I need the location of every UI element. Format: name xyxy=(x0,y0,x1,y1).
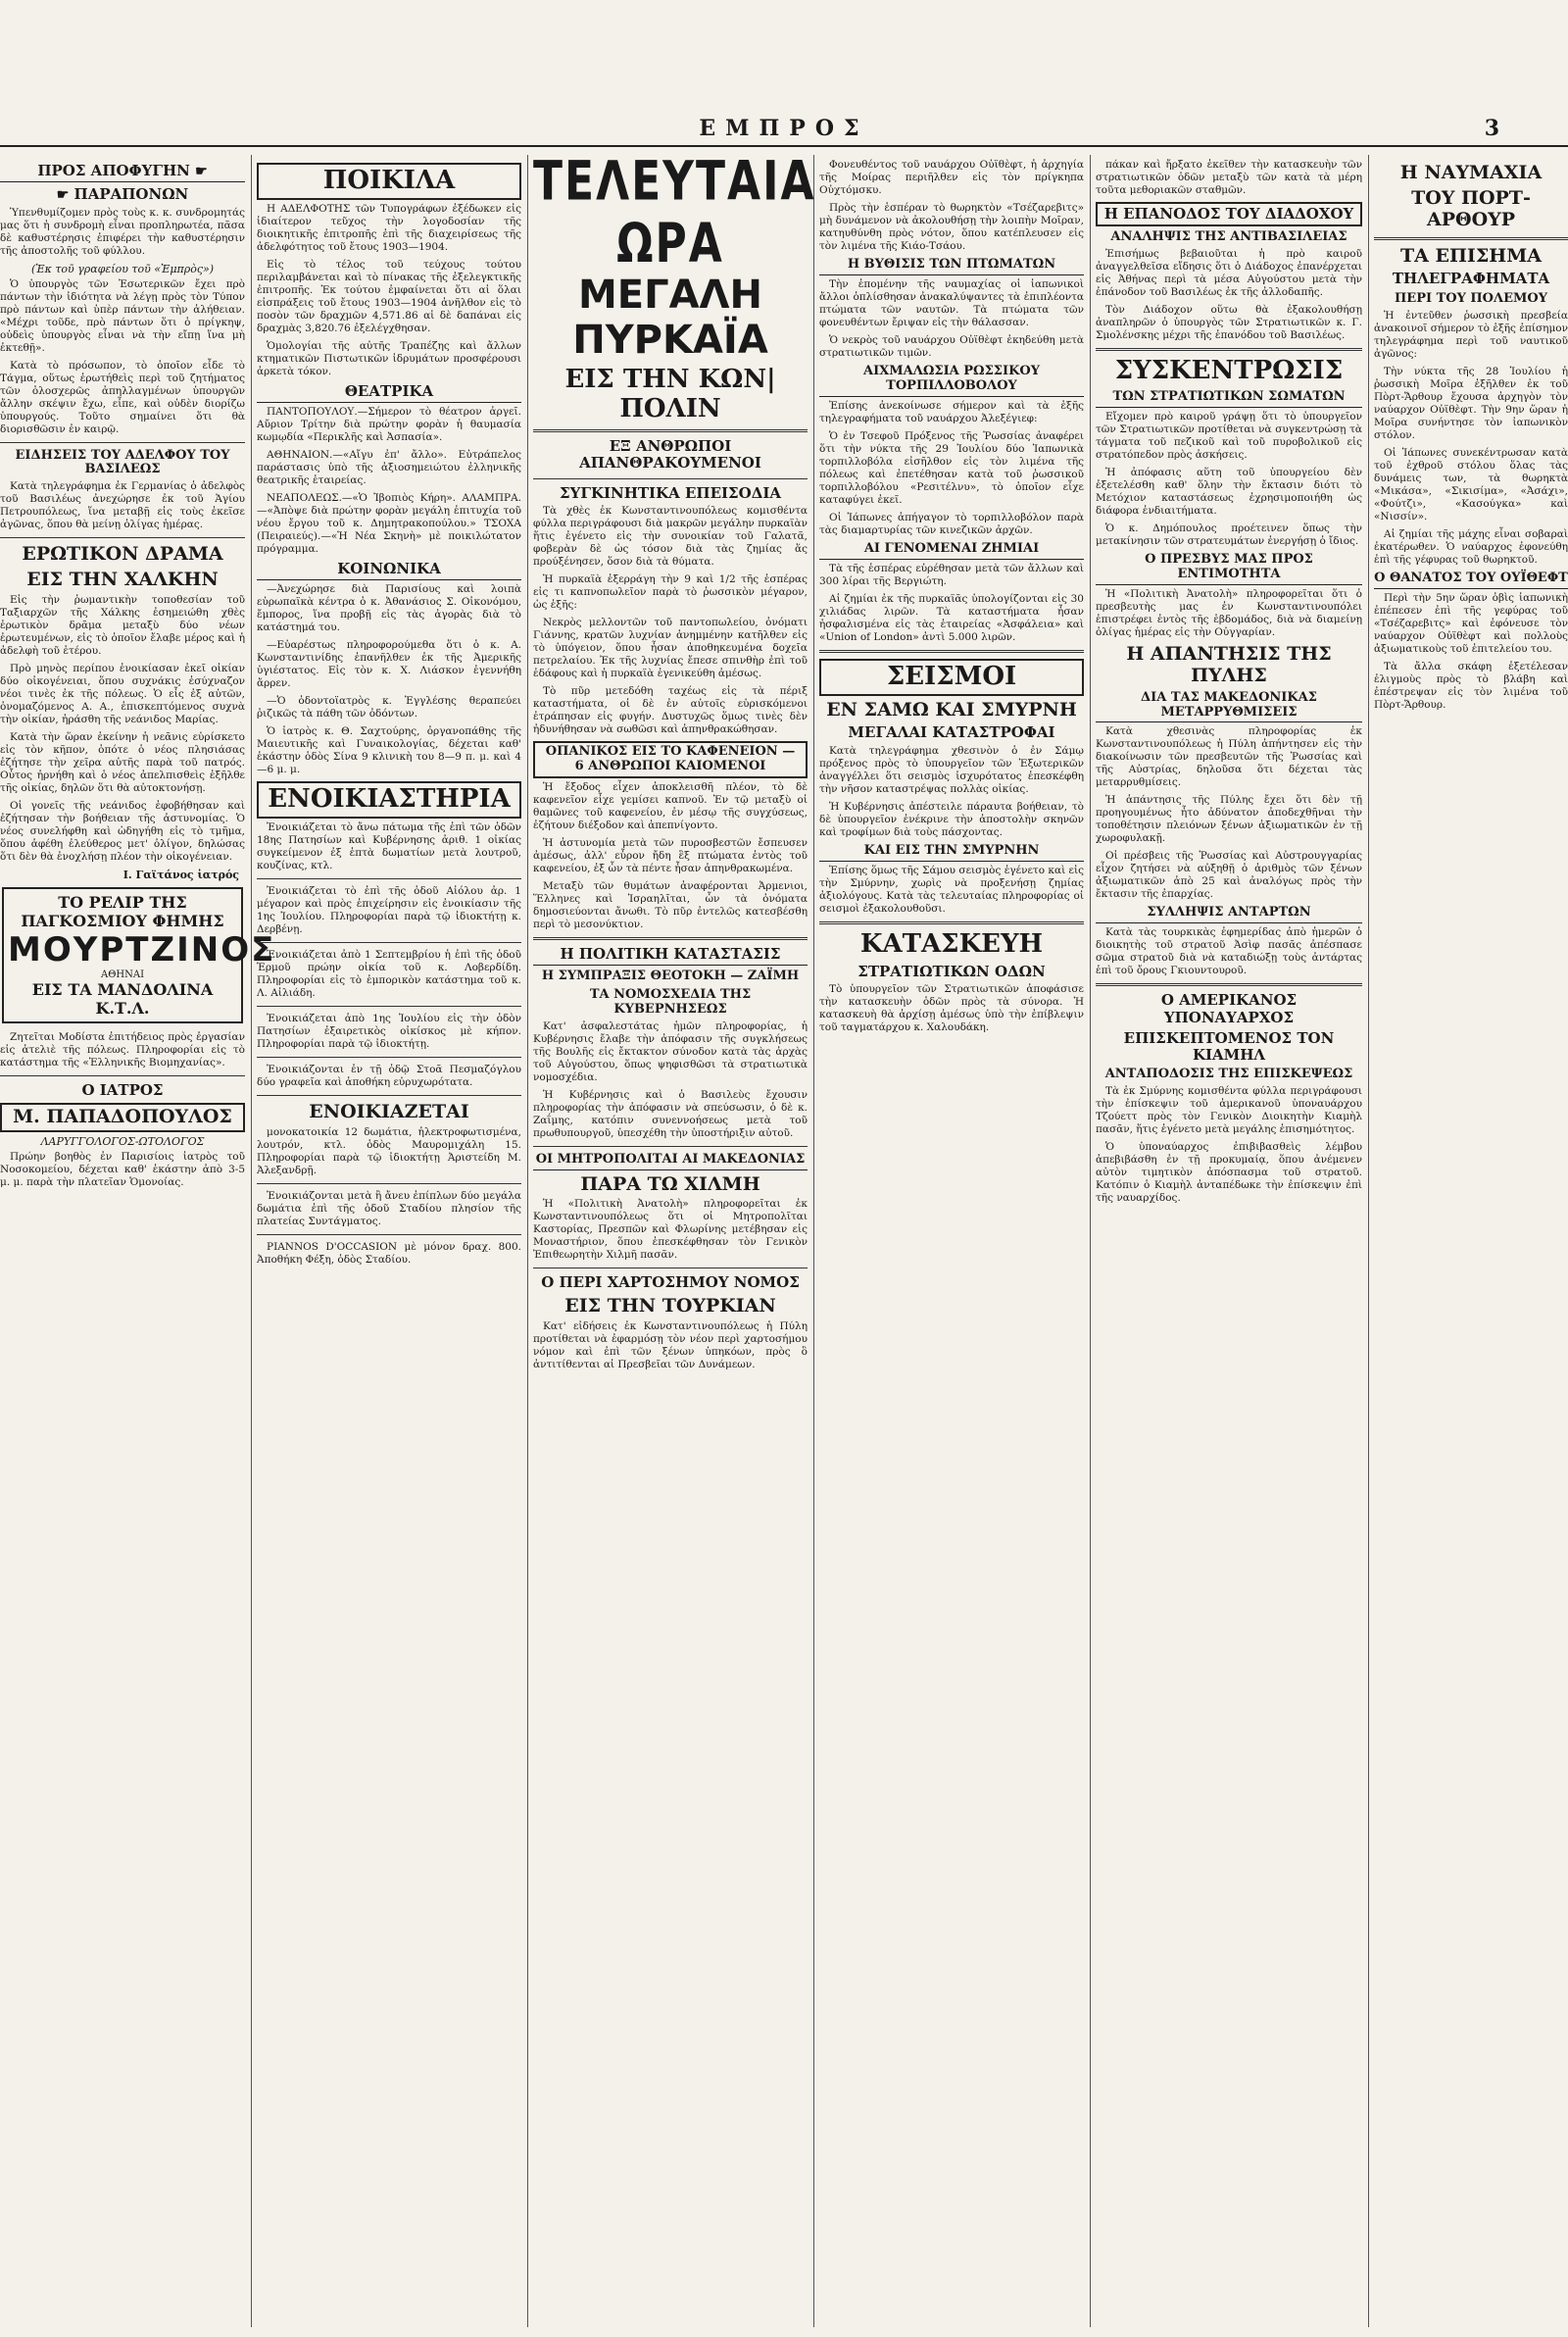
subheadline-military-roads: ΣΤΡΑΤΙΩΤΙΚΩΝ ΟΔΩΝ xyxy=(858,962,1046,980)
classified-ad: μονοκατοικία 12 δωμάτια, ἠλεκτροφωτισμένα, λουτρόν, κτλ. ὁδὸς Μαυρομιχάλη 15. Πληροφορίαι παρὰ τῷ ἰδιοκτήτῃ Ἀριστείδη Μ. Ἀλεξανδρῇ. xyxy=(257,1126,521,1177)
article-text: Αἱ ζημίαι ἐκ τῆς πυρκαϊᾶς ὑπολογίζονται εἰς 30 χιλιάδας λιρῶν. Τὰ καταστήματα ἦσαν ἠσφαλισμένα εἰς τὰς ἑταιρείας «Ἀσφάλεια» καὶ «Union of London» ἀντὶ 5.000 λιρῶν. xyxy=(819,592,1084,643)
newspaper-title: ΕΜΠΡΟΣ xyxy=(699,116,869,141)
separator xyxy=(819,921,1084,924)
article-text: Κατὰ τὰς τουρκικὰς ἐφημερίδας ἀπὸ ἡμερῶν ὁ διοικητὴς τοῦ στρατοῦ Ἀσὶφ πασᾶς ἀπέσπασε σῶμα στρατοῦ διὰ νὰ καταδιώξῃ τοὺς ἀντάρτας ἐπὶ τοῦ ὄρους Γκιουντουροῦ. xyxy=(1096,926,1362,977)
column-divider xyxy=(527,155,528,2327)
separator xyxy=(257,1006,521,1007)
column-3 xyxy=(533,150,816,2315)
subheadline-cooperation: Η ΣΥΜΠΡΑΞΙΣ ΘΕΟΤΟΚΗ — ΖΑΪΜΗ xyxy=(541,968,800,983)
article-text: Οἱ Ἰάπωνες ἀπήγαγον τὸ τορπιλλοβόλον παρὰ τὰς διαμαρτυρίας τῶν κινεζικῶν ἀρχῶν. xyxy=(819,511,1084,536)
article-text: Κατὰ τηλεγράφημα ἐκ Γερμανίας ὁ ἀδελφὸς τοῦ Βασιλέως ἀνεχώρησε ἐκ τοῦ Ἁγίου Πετρουπόλεως, ἵνα μεταβῇ εἰς τοὺς ἐκεῖσε ἀγῶνας, ὅπου θὰ μείνῃ ὀλίγας ἡμέρας. xyxy=(0,480,245,531)
article-text: Κατὰ τὴν ὥραν ἐκείνην ἡ νεᾶνις εὑρίσκετο εἰς τὸν κῆπον, ὁπότε ὁ νέος πλησιάσας ἐζήτησε τὴν χεῖρα αὐτῆς παρὰ τοῦ πατρός. Οὗτος ἠρνήθη καὶ ὁ νέος ἀπελπισθεὶς ἐξῆλθε τῆς οἰκίας, δηλῶν ὅτι θὰ αὐτοκτονήσῃ. xyxy=(0,731,245,795)
article-text: Ὑπενθυμίζομεν πρὸς τοὺς κ. κ. συνδρομητάς μας ὅτι ἡ συνδρομὴ εἶναι προπληρωτέα, πᾶσα δὲ καθυστέρησις ἐπιφέρει τὴν καθυστέρησιν τῆς ἀποστολῆς τοῦ φύλλου. xyxy=(0,206,245,257)
article-text: πάκαν καὶ ἤρξατο ἐκεῖθεν τὴν κατασκευὴν τῶν στρατιωτικῶν ὁδῶν μεταξὺ τῶν κατὰ τὰ μέρη τοῦτα μεθοριακῶν σταθμῶν. xyxy=(1096,159,1362,196)
headline-torpedo-capture: ΑΙΧΜΑΛΩΣΙΑ ΡΩΣΣΙΚΟΥ ΤΟΡΠΙΛΛΟΒΟΛΟΥ xyxy=(819,365,1084,397)
article-text: Πρὸς τὴν ἑσπέραν τὸ θωρηκτὸν «Τσέζαρεβιτς» μὴ δυνάμενον νὰ ἀκολουθήσῃ τὴν λοιπὴν Μοῖραν, κατηυθύνθη πρὸς νότον, ὅπου κατέπλευσεν εἰς τὸν λιμένα τῆς Κιάο-Τσάου. xyxy=(819,202,1084,252)
article-text: Κατὰ χθεσινὰς πληροφορίας ἐκ Κωνσταντινουπόλεως ἡ Πύλη ἀπήντησεν εἰς τὴν διακοίνωσιν τῶν πρεσβευτῶν τῆς Ῥωσσίας καὶ τῆς Αὐστρίας, δηλοῦσα ὅτι δέχεται τὰς μεταρρυθμίσεις. xyxy=(1096,725,1362,789)
headline-love-drama: ΕΡΩΤΙΚΟΝ ΔΡΑΜΑ xyxy=(22,543,223,566)
article-signature: Ι. Γαϊτάνος ἰατρός xyxy=(122,869,239,882)
column-2 xyxy=(257,159,521,2315)
subheadline-reforms: ΔΙΑ ΤΑΣ ΜΑΚΕΔΟΝΙΚΑΣ ΜΕΤΑΡΡΥΘΜΙΣΕΙΣ xyxy=(1096,691,1362,723)
article-text: Τὰ ἄλλα σκάφη ἐξετέλεσαν ἐλιγμοὺς πρὸς τὸ βλάβη καὶ ἐπέστρεψαν εἰς τὸν λιμένα τοῦ Πὸρτ-Ἄρθουρ. xyxy=(1374,660,1568,711)
doctor-specialty: ΛΑΡΥΓΓΟΛΟΓΟΣ-ΩΤΟΛΟΓΟΣ xyxy=(40,1135,205,1149)
advertisement-mourtzinos xyxy=(2,887,276,1023)
headline-porte-answer: Η ΑΠΑΝΤΗΣΙΣ ΤΗΣ ΠΥΛΗΣ xyxy=(1126,642,1332,686)
separator xyxy=(257,878,521,879)
article-text: Εἰς τὸ τέλος τοῦ τεύχους τούτου περιλαμβάνεται καὶ τὸ πίνακας τῆς ἐξελεγκτικῆς ἐπιτροπῆς. Ἐκ τούτου ἐμφαίνεται ὅτι αἱ ὅλαι εἰσπράξεις τοῦ ἔτους 1903—1904 ἀνῆλθον εἰς τὸ ποσὸν τῶν δραχμῶν 4,571.86 αἱ δὲ δαπάναι εἰς δραχμὰς 3,820.76 ἐξελέγχθησαν. xyxy=(257,258,521,334)
headline-american-admiral: Ο ΑΜΕΡΙΚΑΝΟΣ ΥΠΟΝΑΥΑΡΧΟΣ xyxy=(1160,991,1298,1026)
page-number: 3 xyxy=(1484,116,1499,141)
masthead xyxy=(0,0,1568,147)
article-text: Οἱ γονεῖς τῆς νεάνιδος ἐφοβήθησαν καὶ ἐζήτησαν τὴν βοήθειαν τῆς ἀστυνομίας. Ὁ νέος συνελήφθη καὶ ὡδηγήθη εἰς τὸ τμῆμα, ὅπου ἀφέθη ἐλεύθερος μετ' ὀλίγον, δηλώσας ὅτι δὲν θὰ ἐνοχλήσῃ πλέον τὴν οἰκογένειαν. xyxy=(0,800,245,864)
separator xyxy=(0,442,245,443)
headline-constantinople: ΕΙΣ ΤΗΝ ΚΩΝ|ΠΟΛΙΝ xyxy=(564,365,776,423)
article-text: Τὰ χθὲς ἐκ Κωνσταντινουπόλεως κομισθέντα φύλλα περιγράφουσι διὰ μακρῶν μεγάλην πυρκαϊὰν ἥτις ἐγένετο εἰς τὴν συνοικίαν τοῦ Γαλατᾶ, φοβερὰν δὲ ὡς τόσον διὰ τὰς ζημίας ἅς προύξένησεν, ὅσον διὰ τὰ θύματα. xyxy=(533,504,808,568)
column-5 xyxy=(1096,159,1362,2315)
headline-great-fire: ΜΕΓΑΛΗ ΠΥΡΚΑΪΑ xyxy=(572,273,768,363)
separator xyxy=(257,1057,521,1058)
headline-admiral-death: Ο ΘΑΝΑΤΟΣ ΤΟΥ ΟΥΪΘΕΦΤ xyxy=(1374,572,1568,589)
separator xyxy=(0,537,245,538)
subheadline-disasters: ΜΕΓΑΛΑΙ ΚΑΤΑΣΤΡΟΦΑΙ xyxy=(848,723,1055,742)
column-divider xyxy=(251,155,252,2327)
subheadline-charred: ΕΞ ΑΝΘΡΩΠΟΙ ΑΠΑΝΘΡΑΚΟΥΜΕΝΟΙ xyxy=(579,437,761,472)
article-text: Κατὰ τηλεγράφημα χθεσινὸν ὁ ἐν Σάμῳ πρόξενος πρὸς τὸ ὑπουργεῖον τῶν Ἐξωτερικῶν ἀναγγέλλει ὅτι σεισμὸς ἰσχυρότατος ἐπεσκέφθη τὴν νῆσον καταστρέψας πολλὰς οἰκίας. xyxy=(819,744,1084,795)
article-text: Τὸ πῦρ μετεδόθη ταχέως εἰς τὰ πέριξ καταστήματα, οἱ δὲ ἐν αὐτοῖς εὑρισκόμενοι ἐτράπησαν εἰς φυγήν. Δυστυχῶς ὅμως τινὲς δὲν ἠδυνήθησαν νὰ σωθῶσι καὶ ἀπηνθρακώθησαν. xyxy=(533,684,808,735)
subheadline-telegrams: ΤΗΛΕΓΡΑΦΗΜΑΤΑ xyxy=(1392,270,1550,288)
subheadline-bills: ΤΑ ΝΟΜΟΣΧΕΔΙΑ ΤΗΣ ΚΥΒΕΡΝΗΣΕΩΣ xyxy=(589,986,752,1017)
article-text: —Ὁ ὀδοντοϊατρὸς κ. Ἐγγλέσης θεραπεύει ῥιζικῶς τὰ πάθη τῶν ὀδόντων. xyxy=(257,695,521,721)
article-text: Τὴν νύκτα τῆς 28 Ἰουλίου ἡ ῥωσσικὴ Μοῖρα ἐξῆλθεν ἐκ τοῦ Πὸρτ-Ἄρθουρ ἔχουσα ἀρχηγὸν τὸν ναύαρχον Οὐϊθὲφτ. Τὴν 9ην ὥραν ἡ Μοῖρα συνήντησε τὸν ἰαπωνικὸν στόλον. xyxy=(1374,365,1568,441)
headline-official: ΤΑ ΕΠΙΣΗΜΑ xyxy=(1400,244,1542,267)
article-text: ΑΘΗΝΑΙΟΝ.—«Αἴγυ ἐπ' ἄλλο». Εὐτράπελος παράστασις ὑπὸ τῆς ἀξιοσημειώτου ἑλληνικῆς θεατρικῆς ἑταιρείας. xyxy=(257,449,521,487)
separator xyxy=(533,429,808,432)
classified-ad: PIANNOS D'OCCASION μὲ μόνον δραχ. 800. Ἀποθήκη Φέξη, ὁδὸς Σταδίου. xyxy=(257,1241,521,1267)
ad-top-line: ΤΟ ΡΕΛΙΡ ΤΗΣ ΠΑΓΚΟΣΜΙΟΥ ΦΗΜΗΣ xyxy=(21,893,224,931)
article-text: Ἡ Κυβέρνησις καὶ ὁ Βασιλεὺς ἔχουσιν πληροφορίας τὴν ἀπόφασιν νὰ σπεύσωσιν, ὁ δὲ κ. Ζαΐμης, κατόπιν συνεννοήσεως μετὰ τοῦ πρωθυπουργοῦ, ὑπεσχέθη τὴν ὑποστήριξιν αὐτοῦ. xyxy=(533,1088,808,1139)
article-text: Τὴν ἐπομένην τῆς ναυμαχίας οἱ ἰαπωνικοὶ ἄλλοι ὁπλίσθησαν ἀνακαλύψαντες τὰ ἐπιπλέοντα πτώματα τῶν ναυτῶν. Τὰ πτώματα τῶν φονευθέντων ἔριψαν εἰς τὴν θάλασσαν. xyxy=(819,277,1084,328)
article-text: Ἐπίσης ἀνεκοίνωσε σήμερον καὶ τὰ ἑξῆς τηλεγραφήματα τοῦ ναυάρχου Ἀλεξέγιεφ: xyxy=(819,399,1084,424)
article-text: Ἡ ἀστυνομία μετὰ τῶν πυροσβεστῶν ἔσπευσεν ἀμέσως, ἀλλ' εὗρον ἤδη ἓξ πτώματα ἐντὸς τοῦ καφενείου, ἐξ ὧν τὰ πέντε ἦσαν ἀπηνθρακωμένα. xyxy=(533,836,808,874)
masthead-rule xyxy=(0,145,1568,147)
headline-rebels-arrest: ΣΥΛΛΗΨΙΣ ΑΝΤΑΡΤΩΝ xyxy=(1096,906,1362,923)
article-text: Εἰς τὴν ῥωμαντικὴν τοποθεσίαν τοῦ Ταξιαρχῶν τῆς Χάλκης ἐσημειώθη χθὲς ἐρωτικὸν δρᾶμα μεταξὺ δύο νέων ἐρωτευμένων, εἰς τὸ ὁποῖον ἔλαβε μέρος καὶ ἡ ἀδελφὴ τοῦ ἑτέρου. xyxy=(0,594,245,658)
subheadline-return-visit: ΑΝΤΑΠΟΔΟΣΙΣ ΤΗΣ ΕΠΙΣΚΕΨΕΩΣ xyxy=(1104,1067,1353,1082)
ad-bottom-line: ΕΙΣ ΤΑ ΜΑΝΔΟΛΙΝΑ Κ.Τ.Λ. xyxy=(31,980,214,1019)
doctor-name: Μ. ΠΑΠΑΔΟΠΟΥΛΟΣ xyxy=(0,1103,245,1132)
article-text: Εἴχομεν πρὸ καιροῦ γράψῃ ὅτι τὸ ὑπουργεῖον τῶν Στρατιωτικῶν προτίθεται νὰ συγκεντρώσῃ τὰ τάγματα τοῦ πεζικοῦ καὶ τοῦ πυροβολικοῦ εἰς στρατόπεδον πρὸς ἀσκήσεις. xyxy=(1096,411,1362,462)
article-text: Τὰ τῆς ἑσπέρας εὑρέθησαν μετὰ τῶν ἄλλων καὶ 300 λίραι τῆς Βεργιώτη. xyxy=(819,562,1084,587)
classified-ad: Ἐνοικιάζεται τὸ ἄνω πάτωμα τῆς ἐπὶ τῶν ὁδῶν 18ης Πατησίων καὶ Κυβέρνησης ἀριθ. 1 οἰκίας συγκείμενον ἐξ ἑπτὰ δωματίων μετὰ λουτροῦ, κουζίνας, κτλ. xyxy=(257,821,521,872)
subheadline-regency: ΑΝΑΛΗΨΙΣ ΤΗΣ ΑΝΤΙΒΑΣΙΛΕΙΑΣ xyxy=(1110,229,1348,245)
article-text: —Εὐαρέστως πληροφορούμεθα ὅτι ὁ κ. Α. Κωνσταντινίδης ἐπανῆλθεν ἐκ τῆς Ἀμερικῆς ὑγιέστατος. Εἰς τὸν κ. Χ. Λιάσκον ἐγεννήθη ἄρρεν. xyxy=(257,639,521,690)
column-4 xyxy=(819,159,1084,2315)
article-text: Αἱ ζημίαι τῆς μάχης εἶναι σοβαραὶ ἐκατέρωθεν. Ὁ ναύαρχος ἐφονεύθη ἐπὶ τῆς γέφυρας τοῦ θωρηκτοῦ. xyxy=(1374,527,1568,566)
classified-ad: Ἐνοικιάζεται ἀπὸ 1 Σεπτεμβρίου ἡ ἐπὶ τῆς ὁδοῦ Ἑρμοῦ πρώην οἰκία τοῦ κ. Λοβερδίδη. Πληροφορίαι εἰς τὸ ἐμπορικὸν κατάστημα τοῦ κ. Λ. Αἰλιάδη. xyxy=(257,949,521,1000)
separator xyxy=(0,1075,245,1076)
subheadline-complaints: ☛ ΠΑΡΑΠΟΝΩΝ xyxy=(56,185,189,204)
article-text: Ὁ ἰατρὸς κ. Θ. Σαχτούρης, ὀργανοπάθης τῆς Μαιευτικῆς καὶ Γυναικολογίας, δέχεται καθ' ἑκάστην ὁδὸς Σίνα 9 κλινικὴ του 8—9 π. μ. καὶ 4—6 μ. μ. xyxy=(257,725,521,776)
article-text: Περὶ τὴν 5ην ὥραν ὀβὶς ἰαπωνικὴ ἐπέπεσεν ἐπὶ τῆς γεφύρας τοῦ «Τσέζαρεβιτς» καὶ ἐφόνευσε τὸν ναύαρχον Οὐϊθὲφτ καὶ πολλοὺς ἀξιωματικοὺς τοῦ ἐπιτελείου του. xyxy=(1374,591,1568,655)
headline-complaints: ΠΡΟΣ ΑΠΟΦΥΓΗΝ ☛ xyxy=(0,163,245,182)
article-text: Τὰ ἐκ Σμύρνης κομισθέντα φύλλα περιγράφουσι τὴν ἐπίσκεψιν τοῦ ἀμερικανοῦ ὑποναυάρχου Τζούεττ πρὸς τὸν Γενικὸν Διοικητὴν Κιαμὴλ πασᾶν, ἥτις ἐγένετο μετὰ μεγάλης ἐπισημότητος. xyxy=(1096,1085,1362,1136)
article-text: ΠΑΝΤΟΠΟΥΛΟΥ.—Σήμερον τὸ θέατρον ἀργεῖ. Αὔριον Τρίτην διὰ πρώτην φορὰν ἡ θαυμασία κωμῳδία «Περικλῆς καὶ Ἀσπασία». xyxy=(257,406,521,444)
separator xyxy=(819,650,1084,653)
article-text: Ὁ νεκρὸς τοῦ ναυάρχου Οὐϊθὲφτ ἐκηδεύθη μετὰ στρατιωτικῶν τιμῶν. xyxy=(819,333,1084,359)
article-text: Η ΑΔΕΛΦΟΤΗΣ τῶν Τυπογράφων ἐξέδωκεν εἰς ἰδιαίτερον τεῦχος τὴν λογοδοσίαν τῆς διοικητικῆς ἐπιτροπῆς ἐπὶ τῆς διαχειρίσεως τῆς ἀδελφότητος τοῦ ἔτους 1903—1904. xyxy=(257,202,521,253)
article-text: Μεταξὺ τῶν θυμάτων ἀναφέρονται Ἀρμενιοι, Ἕλληνες καὶ Ἰσραηλῖται, ὧν τὰ ὀνόματα δημοσιεύονται ἄνωθι. Τὸ πῦρ ἐντελῶς κατεσβέσθη περὶ τὸ μεσονύκτιον. xyxy=(533,879,808,930)
article-text: Ὁ ἐν Τσεφοῦ Πρόξενος τῆς Ῥωσσίας ἀναφέρει ὅτι τὴν νύκτα τῆς 29 Ἰουλίου δύο Ἰαπωνικὰ τορπιλλοβόλα εἰσῆλθον εἰς τὸν λιμένα τῆς πόλεως καὶ ἐπετέθησαν κατὰ τοῦ ῥωσσικοῦ τορπιλλοβόλου «Ρεσιτέλνυ», τὸ ὁποῖον εἶχε καταφύγει ἐκεῖ. xyxy=(819,429,1084,506)
article-text: Ὁ κ. Δημόπουλος προέτεινεν ὅπως τὴν μετακίνησιν τῶν στρατευμάτων ἐνεργήσῃ ὁ ἴδιος. xyxy=(1096,522,1362,548)
headline-earthquakes: ΣΕΙΣΜΟΙ xyxy=(819,659,1084,696)
article-text: Κατὰ τὸ πρόσωπον, τὸ ὁποῖον εἶδε τὸ Τάγμα, οὕτως ἐρωτήθεὶς περὶ τοῦ ζητήματος τῶν ὁλοσχερῶς ἀπηλλαγμένων ὑπουργῶν ἄλλην σκέψιν ἔχω, εἶπε, καὶ οὐδὲν διορίζω ὑπουργούς. Τοῦτο σημαίνει ὅτι θὰ διορισθῶσιν ἐν καιρῷ. xyxy=(0,359,245,435)
classified-ad: Ἐνοικιάζονται ἐν τῇ ὁδῷ Στοᾶ Πεσμαζόγλου δύο γραφεῖα καὶ ἀποθήκη εὐρυχωρότατα. xyxy=(257,1064,521,1089)
headline-construction: ΚΑΤΑΣΚΕΥΗ xyxy=(859,928,1044,959)
headline-political-situation: Η ΠΟΛΙΤΙΚΗ ΚΑΤΑΣΤΑΣΙΣ xyxy=(533,946,808,966)
subheadline-kiamil: ΕΠΙΣΚΕΠΤΟΜΕΝΟΣ ΤΟΝ ΚΙΑΜΗΛ xyxy=(1123,1028,1335,1065)
headline-for-rent: ΕΝΟΙΚΙΑΖΕΤΑΙ xyxy=(309,1101,469,1123)
ad-city: ΑΘΗΝΑΙ xyxy=(100,970,145,981)
headline-doctor: Ο ΙΑΤΡΟΣ xyxy=(81,1081,164,1100)
article-source: (Ἐκ τοῦ γραφείου τοῦ «Ἐμπρὸς») xyxy=(30,262,215,275)
pointing-hand-icon: ☛ xyxy=(195,164,208,179)
article-text: Πρὸ μηνὸς περίπου ἐνοικίασαν ἐκεῖ οἰκίαν δύο οἰκογένειαι, ὅπου συχνάκις ἐσύχναζον νέοι τινὲς ἐκ τῆς πόλεως. Ὁ εἷς ἐξ αὐτῶν, ὀνομαζόμενος Α. Α., ἐπισκεπτόμενος συχνὰ τὴν οἰκίαν, ἠράσθη τῆς νεάνιδος Μαρίας. xyxy=(0,663,245,726)
article-text: Ὁ ὑποναύαρχος ἐπιβιβασθεὶς λέμβου ἀπεβιβάσθη ἐν τῇ προκυμαίᾳ, ὅπου ἀνέμενεν αὐτὸν τιμητικὸν ἀπόσπασμα τοῦ στρατοῦ. Κατόπιν ὁ Κιαμὴλ ἀνταπέδωκε τὴν ἐπίσκεψιν ἐπὶ τῆς ναυαρχίδος. xyxy=(1096,1141,1362,1205)
separator xyxy=(533,478,808,479)
headline-theatre: ΘΕΑΤΡΙΚΑ xyxy=(257,383,521,403)
article-text: Κατ' εἰδήσεις ἐκ Κωνσταντινουπόλεως ἡ Πύλη προτίθεται νὰ ἐφαρμόσῃ τὸν νέον περὶ χαρτοσήμου νόμον καὶ ἐπὶ τῶν ξένων ὑπηκόων, πρὸς ὃ ἀντιτίθενται αἱ Πρεσβεῖαι τῶν Δυνάμεων. xyxy=(533,1319,808,1370)
separator xyxy=(533,937,808,940)
ad-brand: ΜΟΥΡΤΖΙΝΟΣ xyxy=(8,930,276,970)
article-text: Ἡ ἔξοδος εἶχεν ἀποκλεισθῆ πλέον, τὸ δὲ καφενεῖον εἶχε γεμίσει καπνοῦ. Ἐν τῷ μεταξὺ οἱ θαμῶνες τοῦ καφενείου, ἐν μέσῳ τῆς συγχύσεως, ἐζήτουν διέξοδον καὶ ἀπεπνίγοντο. xyxy=(533,780,808,831)
headline-smyrna: ΚΑΙ ΕΙΣ ΤΗΝ ΣΜΥΡΝΗΝ xyxy=(819,844,1084,862)
article-text: Τὸ ὑπουργεῖον τῶν Στρατιωτικῶν ἀποφάσισε τὴν κατασκευὴν ὁδῶν πρὸς τὰ σύνορα. Ἡ κατασκευὴ θὰ ἀρχίσῃ ἀμέσως ὑπὸ τὴν ἐπίβλεψιν τοῦ ταγματάρχου κ. Χαλουδάκη. xyxy=(819,982,1084,1033)
subheadline-turkey: ΕΙΣ ΤΗΝ ΤΟΥΡΚΙΑΝ xyxy=(564,1294,776,1317)
article-text: Ἡ πυρκαϊὰ ἐξερράγη τὴν 9 καὶ 1/2 τῆς ἑσπέρας εἰς τι καπνοπωλεῖον παρὰ τὸ ῥωσσικὸν μέγαρον, ὡς ἑξῆς: xyxy=(533,572,808,611)
headline-damages: ΑΙ ΓΕΝΟΜΕΝΑΙ ΖΗΜΙΑΙ xyxy=(819,542,1084,560)
article-text: Ζητεῖται Μοδίστα ἐπιτήδειος πρὸς ἐργασίαν εἰς ἀτελιὲ τῆς πόλεως. Πληροφορίαι εἰς τὸ κατάστημα τῆς «Ἑλληνικῆς Βιομηχανίας». xyxy=(0,1031,245,1069)
separator xyxy=(1096,348,1362,351)
article-text: Ἡ ἀπάντησις τῆς Πύλης ἔχει ὅτι δὲν τῇ προηγουμένως ἦτο ἀδύνατον ἀποδεχθῆναι τὴν τοποθέτησιν πλειόνων ξένων ἀξιωματικῶν ἐν τῇ χωροφυλακῇ. xyxy=(1096,794,1362,845)
article-text: Ἡ Κυβέρνησις ἀπέστειλε πάραυτα βοήθειαν, τὸ δὲ ὑπουργεῖον ἐνέκρινε τὴν ἀποστολὴν σκηνῶν καὶ τροφίμων διὰ τοὺς πάσχοντας. xyxy=(819,800,1084,838)
column-divider xyxy=(813,155,814,2327)
headline-stamp-law: Ο ΠΕΡΙ ΧΑΡΤΟΣΗΜΟΥ ΝΟΜΟΣ xyxy=(541,1273,800,1292)
subheadline-samos-smyrna: ΕΝ ΣΑΜΩ ΚΑΙ ΣΜΥΡΝΗ xyxy=(826,698,1077,721)
article-text: Ὁ ὑπουργὸς τῶν Ἐσωτερικῶν ἔχει πρὸ πάντων τὴν ἰδιότητα νὰ λέγῃ πρὸς τὸν Τύπον πρὸ πάντων καὶ ὑπὲρ πάντων τὴν ἀλήθειαν. «Μέχρι τοῦδε, πρὸ πάντων ὅτι ὁ πρίγκηψ, οὐδεὶς ὑπουργὸς εἶναι νὰ τὴν εἴπῃ ἵνα μὴ ἐκτεθῇ». xyxy=(0,277,245,354)
article-text: Οἱ πρέσβεις τῆς Ῥωσσίας καὶ Αὐστρουγγαρίας εἶχον ζητήσει νὰ αὐξηθῇ ὁ ἀριθμὸς τῶν ξένων ἀξιωματικῶν ἀπὸ 25 καὶ ἀναλόγως πρὸς τὴν ἔκτασιν τῆς ἐπαρχίας. xyxy=(1096,850,1362,901)
separator xyxy=(257,1095,521,1096)
subheadline-military-units: ΤΩΝ ΣΤΡΑΤΙΩΤΙΚΩΝ ΣΩΜΑΤΩΝ xyxy=(1096,390,1362,408)
article-text: Ἡ ἐντεῦθεν ῥωσσικὴ πρεσβεία ἀνακοινοῖ σήμερον τὸ ἑξῆς ἐπίσημον τηλεγράφημα περὶ τοῦ ναυτικοῦ ἀγῶνος: xyxy=(1374,309,1568,360)
article-text: Ἡ «Πολιτικὴ Ἀνατολὴ» πληροφορεῖται ὅτι ὁ πρεσβευτὴς μας ἐν Κωνσταντινουπόλει ἐπιστρέφει ἐντὸς τῆς ἑβδομάδος, διὰ νὰ διαμείνῃ ὀλίγας ἡμέρας εἰς τὴν Οὐγγαρίαν. xyxy=(1096,587,1362,638)
article-text: Φονευθέντος τοῦ ναυάρχου Οὐϊθὲφτ, ἡ ἀρχηγία τῆς Μοίρας περιῆλθεν εἰς τὸν πρίγκηπα Οὐχτόμσκυ. xyxy=(819,159,1084,196)
headline-rentals: ΕΝΟΙΚΙΑΣΤΗΡΙΑ xyxy=(257,781,521,819)
separator xyxy=(257,942,521,943)
separator xyxy=(257,1234,521,1235)
article-text: Κατ' ἀσφαλεστάτας ἡμῶν πληροφορίας, ἡ Κυβέρνησις ἔλαβε τὴν ἀπόφασιν τῆς συγκλήσεως τῆς Βουλῆς εἰς ἔκτακτον σύνοδον κατὰ τὰς ἀρχὰς τοῦ Αὐγούστου, ὅπως ψηφισθῶσι τὰ στρατιωτικὰ νομοσχέδια. xyxy=(533,1019,808,1083)
article-text: Ἡ ἀπόφασις αὕτη τοῦ ὑπουργείου δὲν ἐξετελέσθη καθ' ὅλην τὴν ἔκτασιν διότι τὸ Μετόχιον καταστάσεως ἐχρησιμοποιήθη ὡς διάφορα ἐνδιαιτήματα. xyxy=(1096,467,1362,518)
headline-brother: ΕΙΔΗΣΕΙΣ ΤΟΥ ΑΔΕΛΦΟΥ ΤΟΥ ΒΑΣΙΛΕΩΣ xyxy=(15,447,230,477)
column-1 xyxy=(0,159,276,2315)
article-text: Ὁμολογίαι τῆς αὐτῆς Τραπέζης καὶ ἄλλων κτηματικῶν Πιστωτικῶν ἱδρυμάτων προσφέρουσι ἀρκετὰ τόκον. xyxy=(257,339,521,377)
article-text: ΝΕΑΠΟΛΕΩΣ.—«Ὁ Ἰβοπιὸς Κήρη». ΑΛΑΜΠΡΑ.—«Ἀπὸψε διὰ πρώτην φορὰν μεγάλη ἐπιτυχία τοῦ νέου ἔργου τοῦ κ. Δημητρακοπούλου.» ΤΣΟΧΑ (Πειραιεύς).—«Ἡ Νέα Σκηνὴ» μὲ ποικιλώτατον πρόγραμμα. xyxy=(257,492,521,556)
headline-bodies: Η ΒΥΘΙΣΙΣ ΤΩΝ ΠΤΩΜΑΤΩΝ xyxy=(819,258,1084,275)
article-text: Ἐπισήμως βεβαιοῦται ἡ πρὸ καιροῦ ἀναγγελθεῖσα εἴδησις ὅτι ὁ Διάδοχος ἐπανέρχεται εἰς Ἀθήνας περὶ τὰ μέσα Αὐγούστου μετὰ τὴν ἐπάνοδον τοῦ Βασιλέως ἐκ τῆς ἀλλοδαπῆς. xyxy=(1096,248,1362,299)
column-divider xyxy=(1090,155,1091,2327)
article-text: Ἡ «Πολιτικὴ Ἀνατολὴ» πληροφορεῖται ἐκ Κωνσταντινουπόλεως ὅτι οἱ Μητροπολῖται Καστορίας, Πρεσπῶν καὶ Φλωρίνης μετέβησαν εἰς Μοναστήριον, ὅπου ἐπεσκέφθησαν τὸν Γενικὸν Ἐπιθεωρητὴν Χιλμῆ πασᾶν. xyxy=(533,1198,808,1262)
separator xyxy=(533,1146,808,1147)
headline-various: ΠΟΙΚΙΛΑ xyxy=(257,163,521,200)
headline-last-hour: ΤΕΛΕΥΤΑΙΑ ΩΡΑ xyxy=(533,150,816,275)
separator xyxy=(1096,983,1362,986)
headline-naval-battle: Η ΝΑΥΜΑΧΙΑ xyxy=(1399,162,1543,183)
article-text: Τὸν Διάδοχον οὕτω θὰ ἐξακολουθήσῃ ἀναπληρῶν ὁ ὑπουργὸς τῶν Στρατιωτικῶν κ. Γ. Σμολένσκης μέχρι τῆς ἐπανόδου τοῦ Βασιλέως. xyxy=(1096,304,1362,342)
article-text: Νεκρὸς μελλοντῶν τοῦ παντοπωλείου, ὀνόματι Γιάννης, κρατῶν λυχνίαν ἀνημμένην κατῆλθεν εἰς τὸ ὑπόγειον, ὅπου ἦσαν ἀποθηκευμένα δοχεῖα πετρελαίου. Ἐκ τῆς λυχνίας ἔπεσε σπινθὴρ ἐπὶ τοῦ ἐδάφους καὶ ἡ πυρκαϊὰ ἐγενικεύθη ἀμέσως. xyxy=(533,616,808,679)
separator xyxy=(1374,237,1568,240)
classified-ad: Ἐνοικιάζονται μετὰ ἢ ἄνευ ἐπίπλων δύο μεγάλα δωμάτια ἐπὶ τῆς ὁδοῦ Σταδίου πλησίον τῆς πλατείας Συντάγματος. xyxy=(257,1190,521,1228)
headline-concentration: ΣΥΣΚΕΝΤΡΩΣΙΣ xyxy=(1114,356,1344,386)
article-text: Οἱ Ἰάπωνες συνεκέντρωσαν κατὰ τοῦ ἐχθροῦ στόλου ὅλας τὰς δυνάμεις των, τὰ θωρηκτὰ «Μικάσα», «Σικισίμα», «Ἀσάχι», «Φούτζι», «Κασούγκα» καὶ «Νισσίν». xyxy=(1374,446,1568,522)
subheadline-port-arthur: ΤΟΥ ΠΟΡΤ-ΑΡΘΟΥΡ xyxy=(1411,186,1531,230)
pointing-hand-icon: ☛ xyxy=(56,187,70,204)
headline-crown-prince: Η ΕΠΑΝΟΔΟΣ ΤΟΥ ΔΙΑΔΟΧΟΥ xyxy=(1096,202,1362,226)
headline-metropolitans: ΟΙ ΜΗΤΡΟΠΟΛΙΤΑΙ ΑΙ ΜΑΚΕΔΟΝΙΑΣ xyxy=(533,1153,808,1170)
subheadline-war: ΠΕΡΙ ΤΟΥ ΠΟΛΕΜΟΥ xyxy=(1395,290,1547,306)
subheadline-love-drama: ΕΙΣ ΤΗΝ ΧΑΛΚΗΝ xyxy=(26,569,219,591)
subheadline-episodes: ΣΥΓΚΙΝΗΤΙΚΑ ΕΠΕΙΣΟΔΙΑ xyxy=(560,483,781,502)
article-text: Ἐπίσης ὅμως τῆς Σάμου σεισμὸς ἐγένετο καὶ εἰς τὴν Σμύρνην, χωρὶς νὰ προξενήσῃ ζημίας ἀξιολόγους. Κατὰ τὰς τελευταίας πληροφορίας οἱ σεισμοὶ ἐξακολουθοῦσι. xyxy=(819,864,1084,915)
classified-ad: Ἐνοικιάζεται ἀπὸ 1ης Ἰουλίου εἰς τὴν ὁδὸν Πατησίων ἐξαιρετικὸς οἰκίσκος μὲ κήπον. Πληροφορίαι παρὰ τῷ ἰδιοκτήτῃ. xyxy=(257,1013,521,1051)
classified-ad: Ἐνοικιάζεται τὸ ἐπὶ τῆς ὁδοῦ Αἰόλου ἀρ. 1 μέγαρον καὶ πρὸς ἐπιχείρησιν εἰς ἐνοικίασιν τῆς 1ης Ἰουλίου. Πληροφορίαι παρὰ τῷ ἰδιοκτήτῃ κ. Δερβένῃ. xyxy=(257,885,521,936)
headline-social: ΚΟΙΝΩΝΙΚΑ xyxy=(257,561,521,580)
article-text: —Ἀνεχώρησε διὰ Παρισίους καὶ λοιπὰ εὐρωπαϊκὰ κέντρα ὁ κ. Ἀθανάσιος Σ. Οἰκονόμου, ἔμπορος, ἵνα προβῇ εἰς τὰς ἀγορὰς διὰ τὸ κατάστημά του. xyxy=(257,583,521,634)
subheadline-hilmi: ΠΑΡΑ ΤΩ ΧΙΛΜΗ xyxy=(580,1172,760,1195)
separator xyxy=(257,1183,521,1184)
article-text: Πρώην βοηθὸς ἐν Παρισίοις ἰατρὸς τοῦ Νοσοκομείου, δέχεται καθ' ἑκάστην ἀπὸ 3-5 μ. μ. παρὰ τὴν πλατεῖαν Ὁμονοίας. xyxy=(0,1151,245,1189)
subheadline-panic: ΟΠΑΝΙΚΟΣ ΕΙΣ ΤΟ ΚΑΦΕΝΕΙΟΝ — 6 ΑΝΘΡΩΠΟΙ ΚΑΙΟΜΕΝΟΙ xyxy=(533,741,808,778)
headline-ambassador: Ο ΠΡΕΣΒΥΣ ΜΑΣ ΠΡΟΣ ΕΝΤΙΜΟΤΗΤΑ xyxy=(1096,553,1362,585)
column-6 xyxy=(1374,159,1568,2315)
column-divider xyxy=(1368,155,1369,2327)
